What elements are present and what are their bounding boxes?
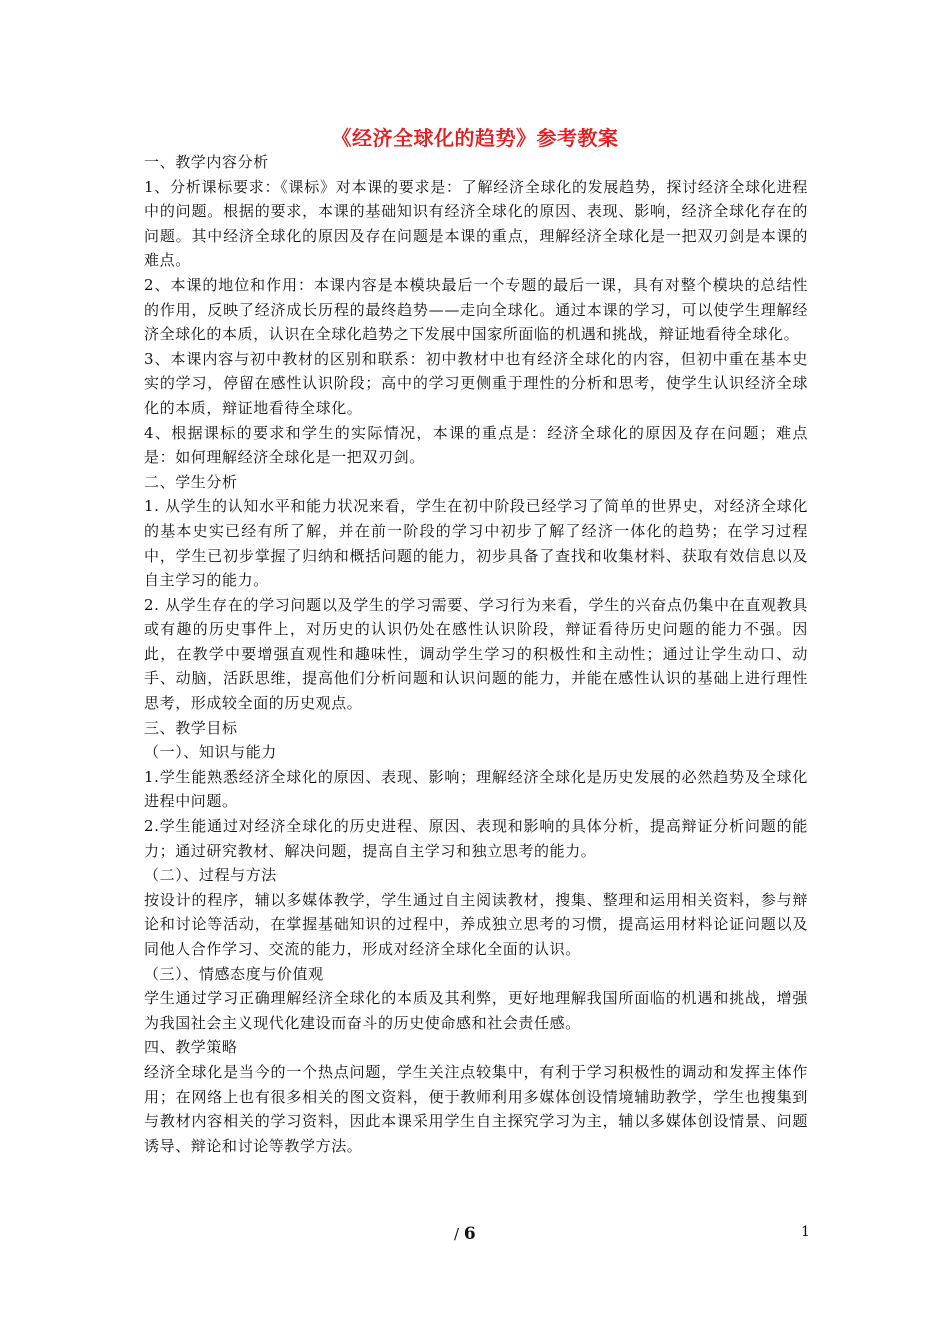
page-total-indicator: [454, 1224, 476, 1244]
section-heading: 四、教学策略: [144, 1038, 238, 1057]
document-title: 《经济全球化的趋势》参考教案: [331, 126, 619, 150]
paragraph: 2、本课的地位和作用：本课内容是本模块最后一个专题的最后一课，具有对整个模块的总结性的作用，反映了经济成长历程的最终趋势——走向全球化。通过本课的学习，可以使学生理解经济全球化的本质，认识在全球化趋势之下发展中国家所面临的机遇和挑战，辩证地看待全球化。: [144, 275, 808, 344]
subsection-heading: （一）、知识与能力: [144, 743, 277, 762]
section-heading: 一、教学内容分析: [144, 153, 269, 171]
paragraph: 1.学生能熟悉经济全球化的原因、表现、影响；理解经济全球化是历史发展的必然趋势及全球化进程中问题。: [144, 767, 808, 811]
page-number: 1: [801, 1224, 810, 1240]
paragraph: 1. 从学生的认知水平和能力状况来看，学生在初中阶段已经学习了简单的世界史，对经济全球化的基本史实已经有所了解，并在前一阶段的学习中初步了解了经济一体化的趋势；在学习过程中，学生已初步掌握了归纳和概括问题的能力，初步具备了查找和收集材料、获取有效信息以及自主学习的能力。: [144, 497, 808, 590]
paragraph: 按设计的程序，辅以多媒体教学，学生通过自主阅读教材，搜集、整理和运用相关资料，参与辩论和讨论等活动，在掌握基础知识的过程中，养成独立思考的习惯，提高运用材料论证问题以及同他人合作学习、交流的能力，形成对经济全球化全面的认识。: [144, 890, 808, 958]
paragraph: 3、本课内容与初中教材的区别和联系：初中教材中也有经济全球化的内容，但初中重在基本史实的学习，停留在感性认识阶段；高中的学习更侧重于理性的分析和思考，使学生认识经济全球化的本质，辩证地看待全球化。: [144, 349, 808, 417]
paragraph: 学生通过学习正确理解经济全球化的本质及其利弊，更好地理解我国所面临的机遇和挑战，增强为我国社会主义现代化建设而奋斗的历史使命感和社会责任感。: [144, 989, 808, 1032]
paragraph: 2.学生能通过对经济全球化的历史进程、原因、表现和影响的具体分析，提高辩证分析问题的能力；通过研究教材、解决问题，提高自主学习和独立思考的能力。: [144, 817, 808, 860]
total-pages: 6: [463, 1224, 476, 1244]
paragraph: 1、分析课标要求：《课标》对本课的要求是：了解经济全球化的发展趋势，探讨经济全球化进程中的问题。根据的要求，本课的基础知识有经济全球化的原因、表现、影响，经济全球化存在的问题。其中经济全球化的原因及存在问题是本课的重点，理解经济全球化是一把双刃剑是本课的难点。: [144, 177, 808, 270]
section-heading: 三、教学目标: [144, 718, 238, 737]
document-body: [144, 150, 808, 1158]
paragraph: 4、根据课标的要求和学生的实际情况，本课的重点是：经济全球化的原因及存在问题；难点是：如何理解经济全球化是一把双刃剑。: [144, 423, 808, 467]
paragraph: 经济全球化是当今的一个热点问题，学生关注点较集中，有利于学习积极性的调动和发挥主体作用；在网络上也有很多相关的图文资料，便于教师利用多媒体创设情境辅助教学，学生也搜集到与教材内容相关的学习资料，因此本课采用学生自主探究学习为主，辅以多媒体创设情景、问题诱导、辩论和讨论等教学方法。: [144, 1062, 808, 1155]
paragraph: 2. 从学生存在的学习问题以及学生的学习需要、学习行为来看，学生的兴奋点仍集中在直观教具或有趣的历史事件上，对历史的认识仍处在感性认识阶段，辩证看待历史问题的能力不强。因此，在教学中要增强直观性和趣味性，调动学生学习的积极性和主动性；通过让学生动口、动手、动脑，活跃思维，提高他们分析问题和认识问题的能力，并能在感性认识的基础上进行理性思考，形成较全面的历史观点。: [144, 595, 808, 713]
section-heading: 二、学生分析: [144, 472, 238, 491]
subsection-heading: （三）、情感态度与价值观: [144, 964, 324, 983]
page-slash: /: [454, 1225, 460, 1243]
subsection-heading: （二）、过程与方法: [144, 866, 277, 885]
